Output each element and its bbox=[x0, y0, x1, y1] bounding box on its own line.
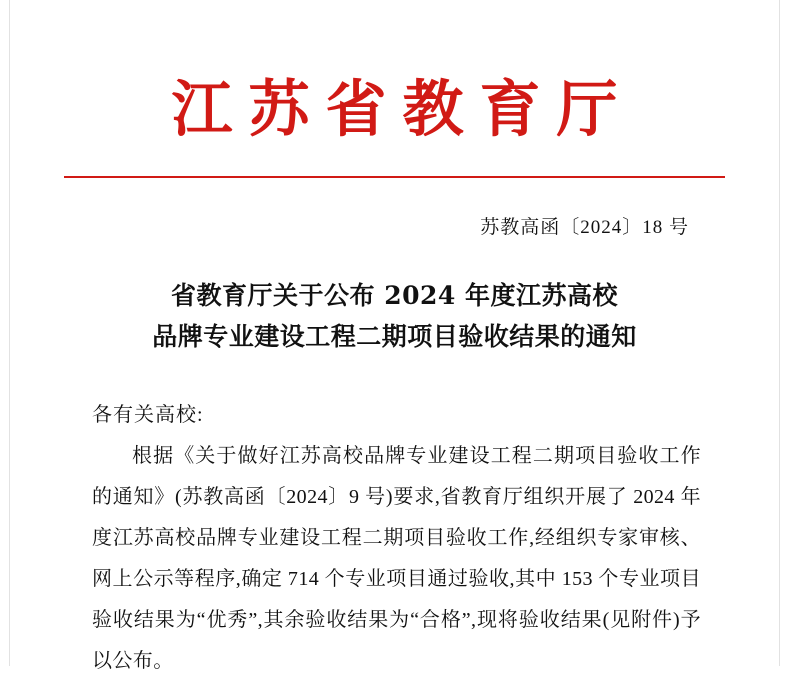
document-number: 苏教高函〔2024〕18 号 bbox=[480, 217, 689, 238]
letterhead bbox=[0, 74, 789, 145]
letterhead-title: 江苏省教育厅 bbox=[171, 74, 634, 145]
salutation: 各有关高校: bbox=[92, 404, 204, 426]
document-title-line-1: 省教育厅关于公布 2024 年度江苏高校 bbox=[171, 281, 618, 310]
letterhead-divider bbox=[64, 176, 725, 178]
document-title-line-2: 品牌专业建设工程二期项目验收结果的通知 bbox=[152, 322, 637, 352]
body-paragraph: 根据《关于做好江苏高校品牌专业建设工程二期项目验收工作的通知》(苏教高函〔2024〕9 号)要求,省教育厅组织开展了 2024 年度江苏高校品牌专业建设工程二期项目验收工作,经组织专家审核、网上公示等程序,确定 714 个专业项目通过验收,其中 153 个专业项目验收结果为“优秀”,其余验收结果为“合格”,现将验收结果(见附件)予以公布。 bbox=[92, 445, 701, 672]
body-text bbox=[92, 436, 701, 682]
document-title bbox=[90, 275, 699, 358]
